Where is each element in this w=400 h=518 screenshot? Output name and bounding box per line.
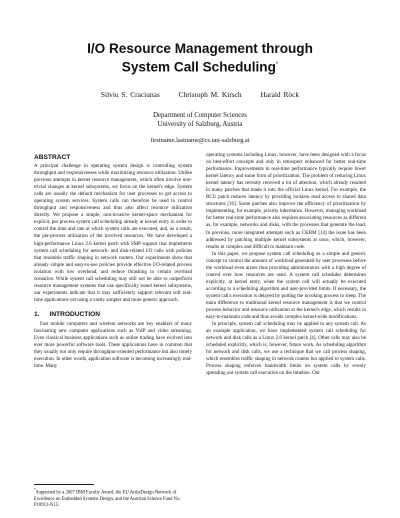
author-2: Christoph M. Kirsch <box>178 90 242 99</box>
footnote-rule <box>34 484 94 485</box>
introduction-paragraph-1: Fast mobile computers and wireless networks are key enablers of many fascinating new computer applications such as VoIP and video streaming. Even classical business applications such as online trading have evolved into ever more powerful software tools. These applications have in common that they usually not only require throughput-oriented performance but also timely execution. In other words, application software is becoming increasingly real-time. Many <box>34 320 192 370</box>
right-column <box>206 152 366 378</box>
footnote-mark: * <box>34 488 36 492</box>
abstract-heading: ABSTRACT <box>34 154 71 161</box>
right-paragraph-3: In principle, system call scheduling may be applied to any system call. As an example application, we have implemented system call scheduling for network and disk calls as a Linux 2.6 kernel patch [4]. Other calls may also be scheduled explicitly, which is, however, future work. As scheduling algorithm for network and disk calls, we use a technique that we call process shaping, which resembles traffic shaping in network routers but applied to system calls. Process shaping enforces bandwidth limits on system calls by evenly spreading out system call execution on the timeline. Our <box>206 321 366 377</box>
footnote <box>34 484 192 509</box>
author-1: Silviu S. Craciunas <box>100 90 160 99</box>
author-3: Harald Röck <box>260 90 300 99</box>
title-line-2 <box>0 57 400 76</box>
author-list <box>0 90 400 99</box>
right-paragraph-2: In this paper, we propose system call scheduling as a simple and generic concept to control the amount of workload generated by user processes before the workload even arises thus providing administrators with a high degree of control over how resources are used. A system call scheduler determines explicitly, at kernel entry, when the system call will actually be executed according to a scheduling algorithm and user-provided limits. If necessary, the system call's execution is delayed by putting the invoking process to sleep. The main difference to traditional kernel resource management is that we control process behavior and resource utilization at the kernel's edge, which results in easy-to-maintain code and thus avoids complex kernel-wide modifications. <box>206 250 366 321</box>
title-line-2-text: System Call Scheduling <box>121 59 276 75</box>
introduction-heading <box>34 310 192 319</box>
title-footnote-mark: * <box>275 62 279 68</box>
left-column <box>34 152 192 370</box>
affiliation <box>0 111 400 129</box>
affiliation-line-2: University of Salzburg, Austria <box>157 121 243 128</box>
right-paragraph-1: operating systems including Linux, however, have been designed with a focus on best-effort concepts and only in retrospect enhanced for better real-time performance. Improvements in real-time performance typically require lower kernel latency and some form of prioritization. The problem of reducing Linux kernel latency has recently received a lot of attention, which already resulted in many patches that made it into the official Linux kernel. For example, the RCU patch reduces latency by providing lockless read access to shared data structures [16]. Some patches also improve the efficiency of prioritization by implementing, for example, priority inheritance. However, managing workload for better real-time performance also requires associating resources as different as, for example, networks and disks, with the processes that generate the load. In previous, more integrated attempts such as CKRM [14] the issue has been addressed by patching multiple kernel subsystems at once, which, however, results in complex and difficult to maintain code. <box>206 152 366 250</box>
section-title: INTRODUCTION <box>49 310 101 318</box>
author-email: firstname.lastname@cs.uni-salzburg.at <box>150 137 250 144</box>
section-number: 1. <box>34 310 40 318</box>
title-line-1: I/O Resource Management through <box>87 41 313 56</box>
footnote-text: Supported by a 2007 IBM Faculty Award, the EU ArtistDesign Network of Excellence on Embedded Systems Design, and the Austrian Science Fund No. P18913-N15. <box>34 490 181 508</box>
affiliation-line-1: Department of Computer Sciences <box>153 112 247 119</box>
paper-title <box>0 40 400 76</box>
abstract-text: A principal challenge in operating system design is controlling system throughput and responsiveness while maximizing resource utilization. Unlike previous attempts in kernel resource management, which often involve non-trivial changes at kernel subsystems, we focus on the kernel's edge. System calls are usually the default mechanism for user processes to get access to operating system services. System calls can therefore be used to control throughput and responsiveness and thus also affect resource utilization directly. We propose a simple, non-invasive kernel-space mechanism for explicit, per process system call scheduling already at kernel entry in order to control the time and rate at which system calls are executed, and, as a result, the per-process utilization of the involved resources. We have developed a high-performance Linux 2.6 kernel patch with SMP support that implements system call scheduling for network- and disk-related I/O calls with policies that resemble traffic shaping in network routers. Our experiments show that already simple and easy-to-use policies provide effective I/O-related process isolation with low overhead, and reduce thrashing in certain overload scenarios. While system call scheduling may still not be able to outperform resource management systems that use specifically tuned kernel subsystems, our experiments indicate that it may sufficiently support relevant soft real-time applications yet using a vastly simpler and more generic approach. <box>34 163 192 303</box>
